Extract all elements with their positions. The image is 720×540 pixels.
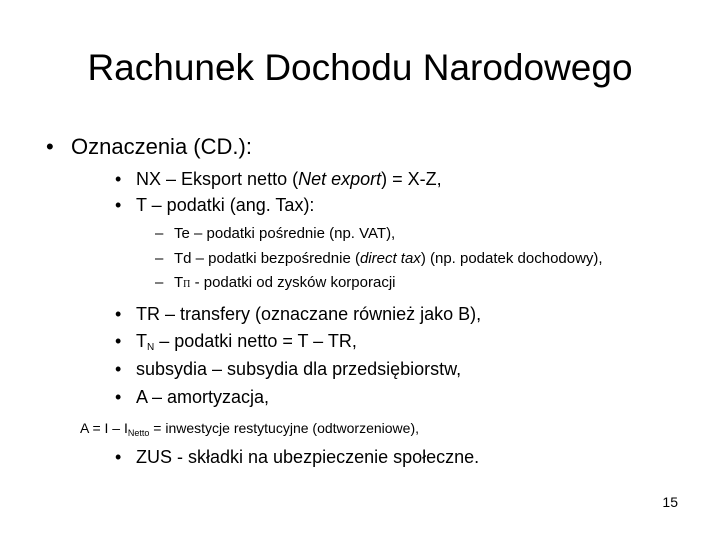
item-subscript: Π	[183, 279, 191, 290]
bullet: •	[115, 304, 122, 324]
item-text: – podatki netto = T – TR,	[154, 331, 357, 351]
page-number: 15	[662, 494, 678, 510]
item-text: Te – podatki pośrednie (np. VAT),	[174, 225, 396, 242]
note-text: A = I – I	[80, 420, 128, 436]
note-line	[80, 419, 419, 437]
item-text: Td – podatki bezpośrednie (	[174, 250, 360, 267]
bullet: •	[115, 447, 122, 467]
bullet: •	[46, 134, 54, 159]
item-symbol: T	[174, 274, 184, 291]
dash: –	[155, 225, 164, 242]
slide-title: Rachunek Dochodu Narodowego	[87, 47, 633, 88]
bullet: •	[115, 195, 122, 215]
item-text: T – podatki (ang. Tax):	[136, 195, 315, 215]
item-symbol: T	[136, 331, 147, 351]
item-emphasis: direct tax	[359, 250, 421, 267]
item-text: - podatki od zysków korporacji	[190, 274, 396, 291]
bullet: •	[115, 169, 122, 189]
item-text: NX – Eksport netto (	[136, 169, 299, 189]
bullet: •	[115, 387, 122, 407]
item-text: ) (np. podatek dochodowy),	[420, 250, 603, 267]
heading-text: Oznaczenia (CD.):	[71, 134, 252, 159]
dash: –	[155, 250, 164, 267]
item-text: ) = X-Z,	[381, 169, 442, 189]
bullet: •	[115, 331, 122, 351]
item-emphasis: Net export	[298, 169, 382, 189]
item-text: A – amortyzacja,	[136, 387, 270, 407]
note-text: = inwestycje restytucyjne (odtworzeniowe),	[149, 420, 419, 436]
item-text: subsydia – subsydia dla przedsiębiorstw,	[136, 359, 462, 379]
dash: –	[155, 274, 164, 291]
item-subscript: N	[147, 342, 155, 353]
bullet: •	[115, 359, 122, 379]
note-subscript: Netto	[127, 428, 150, 438]
item-text: ZUS - składki na ubezpieczenie społeczne.	[136, 447, 480, 467]
item-text: TR – transfery (oznaczane również jako B),	[136, 304, 482, 324]
